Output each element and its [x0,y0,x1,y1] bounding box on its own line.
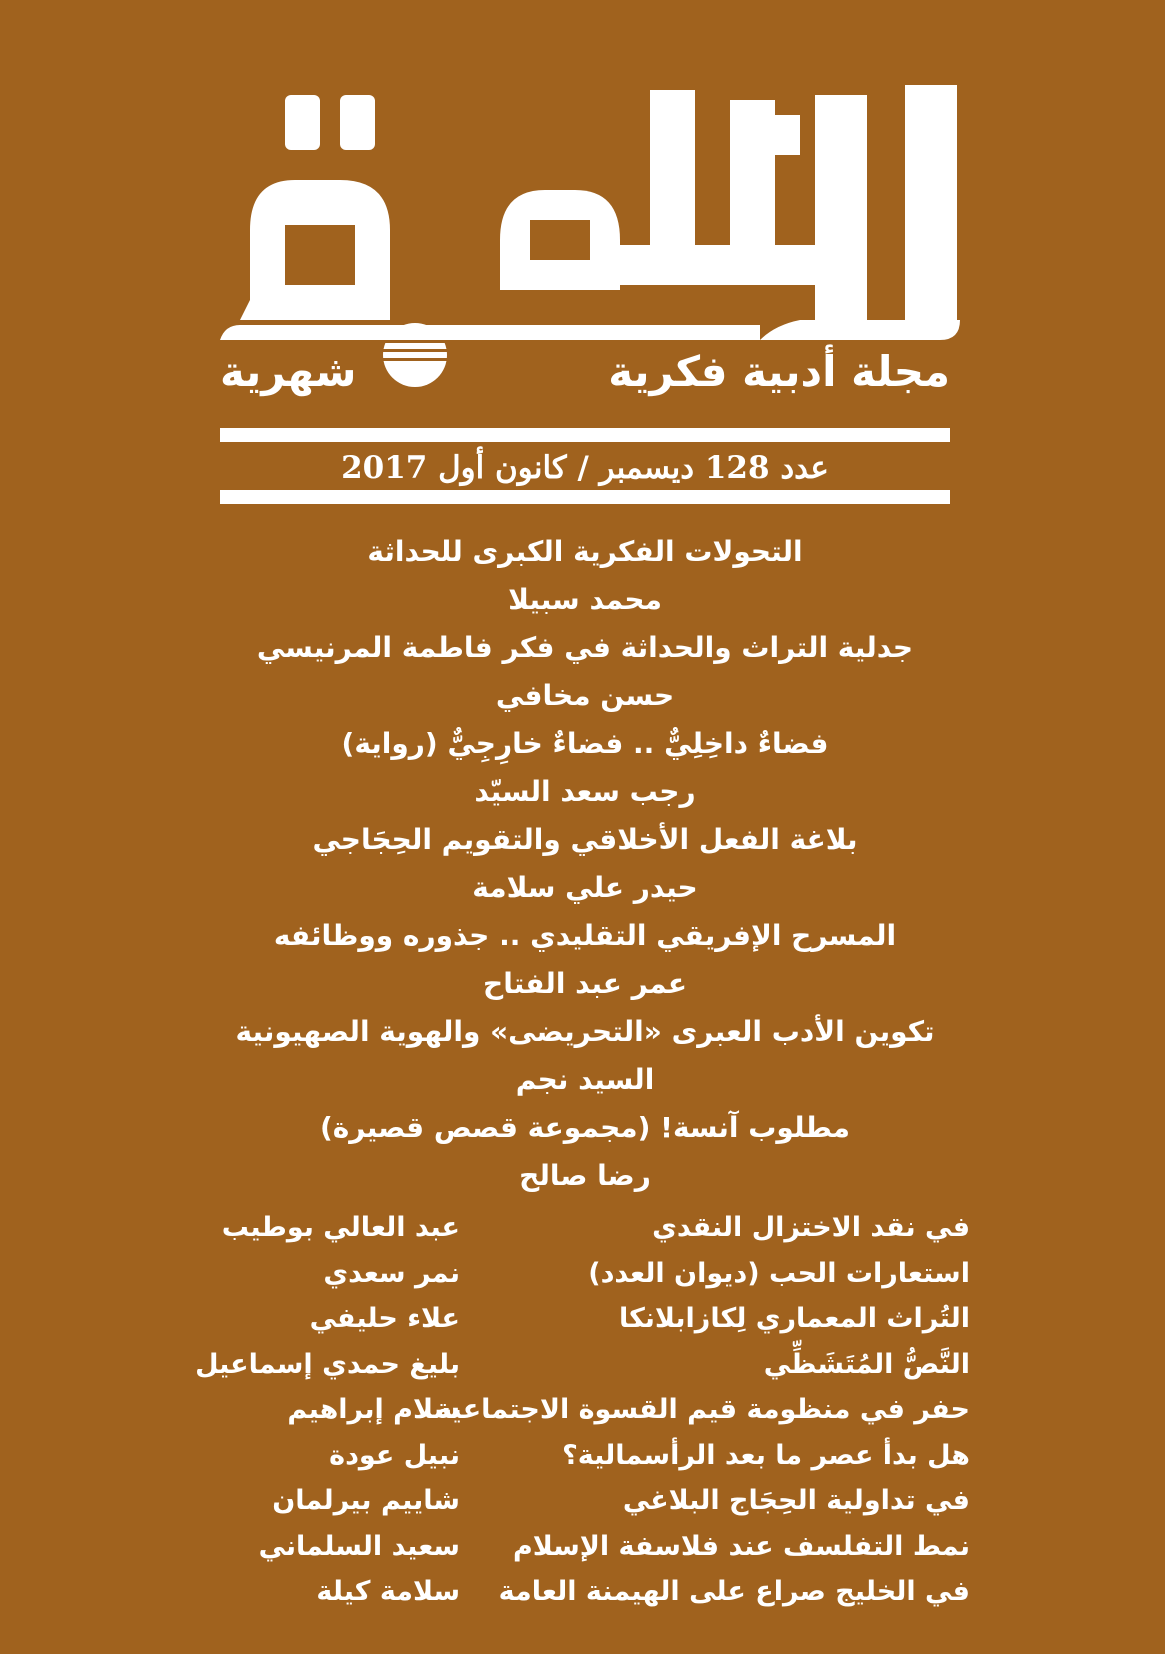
feature-author: محمد سبيلا [508,583,662,616]
issue-line: عدد 128 ديسمبر / كانون أول 2017 [341,450,829,486]
list-item [200,1205,970,1251]
feature-author: عمر عبد الفتاح [483,967,687,1000]
contents-author: نمر سعدي [323,1257,460,1289]
list-item [195,1342,970,1388]
divider-top [220,428,950,442]
feature-author: السيد نجم [515,1063,655,1096]
feature-author: رجب سعد السيّد [474,775,696,808]
feature-title: مطلوب آنسة! (مجموعة قصص قصيرة) [319,1111,851,1144]
contents-title: التُراث المعماري لِكازابلانكا [618,1303,970,1334]
list-item [200,1478,970,1524]
feature-author: حيدر علي سلامة [472,871,698,904]
contents-author: سلامة كيلة [316,1576,460,1607]
feature-title: تكوين الأدب العبرى «التحريضى» والهوية الصهيونية [235,1015,935,1048]
feature-item [180,816,990,912]
feature-item [180,1008,990,1104]
contents-author: سعيد السلماني [258,1530,460,1562]
feature-title: التحولات الفكرية الكبرى للحداثة [367,535,803,568]
contents-title: في تداولية الحِجَاج البلاغي [622,1485,970,1516]
list-item [200,1296,970,1342]
contents-author: نبيل عودة [329,1439,460,1471]
contents-title: النَّصُّ المُتَشَظِّي [763,1348,970,1380]
feature-title: جدلية التراث والحداثة في فكر فاطمة المرنيسي [256,631,914,664]
feature-title: فضاءٌ داخِلِيٌّ .. فضاءٌ خارِجِيٌّ (رواية) [341,727,829,760]
feature-item [180,720,990,816]
contents-author: بليغ حمدي إسماعيل [195,1348,460,1380]
feature-item [180,624,990,720]
feature-title: المسرح الإفريقي التقليدي .. جذوره ووظائفه [273,919,897,952]
contents-author: عبد العالي بوطيب [221,1212,460,1243]
list-item [200,1387,970,1433]
feature-item [180,528,990,624]
contents-author: علاء حليفي [309,1303,460,1334]
list-item [200,1433,970,1479]
feature-author: رضا صالح [519,1159,651,1192]
list-item [200,1251,970,1297]
contents-title: نمط التفلسف عند فلاسفة الإسلام [512,1530,970,1562]
list-item [200,1524,970,1570]
contents-title: في نقد الاختزال النقدي [652,1212,970,1243]
contents-author: سلام إبراهيم [287,1394,460,1425]
featured-articles [180,528,990,1200]
divider-bottom [220,490,950,504]
list-item [200,1569,970,1615]
contents-list [195,1205,970,1615]
contents-title: استعارات الحب (ديوان العدد) [588,1257,970,1289]
subtitle-literary-magazine: مجلة أدبية فكرية [608,347,950,396]
contents-title: في الخليج صراع على الهيمنة العامة [498,1576,970,1607]
subtitle-monthly: شهرية [220,347,357,396]
contents-title: حفر في منظومة قيم القسوة الاجتماعية [435,1394,970,1425]
feature-item [180,912,990,1008]
feature-item [180,1104,990,1200]
contents-author: شاييم بيرلمان [272,1485,460,1516]
contents-title: هل بدأ عصر ما بعد الرأسمالية؟ [562,1439,970,1471]
feature-title: بلاغة الفعل الأخلاقي والتقويم الحِجَاجي [312,823,858,856]
feature-author: حسن مخافي [495,679,675,712]
masthead-subtitle [200,342,960,402]
